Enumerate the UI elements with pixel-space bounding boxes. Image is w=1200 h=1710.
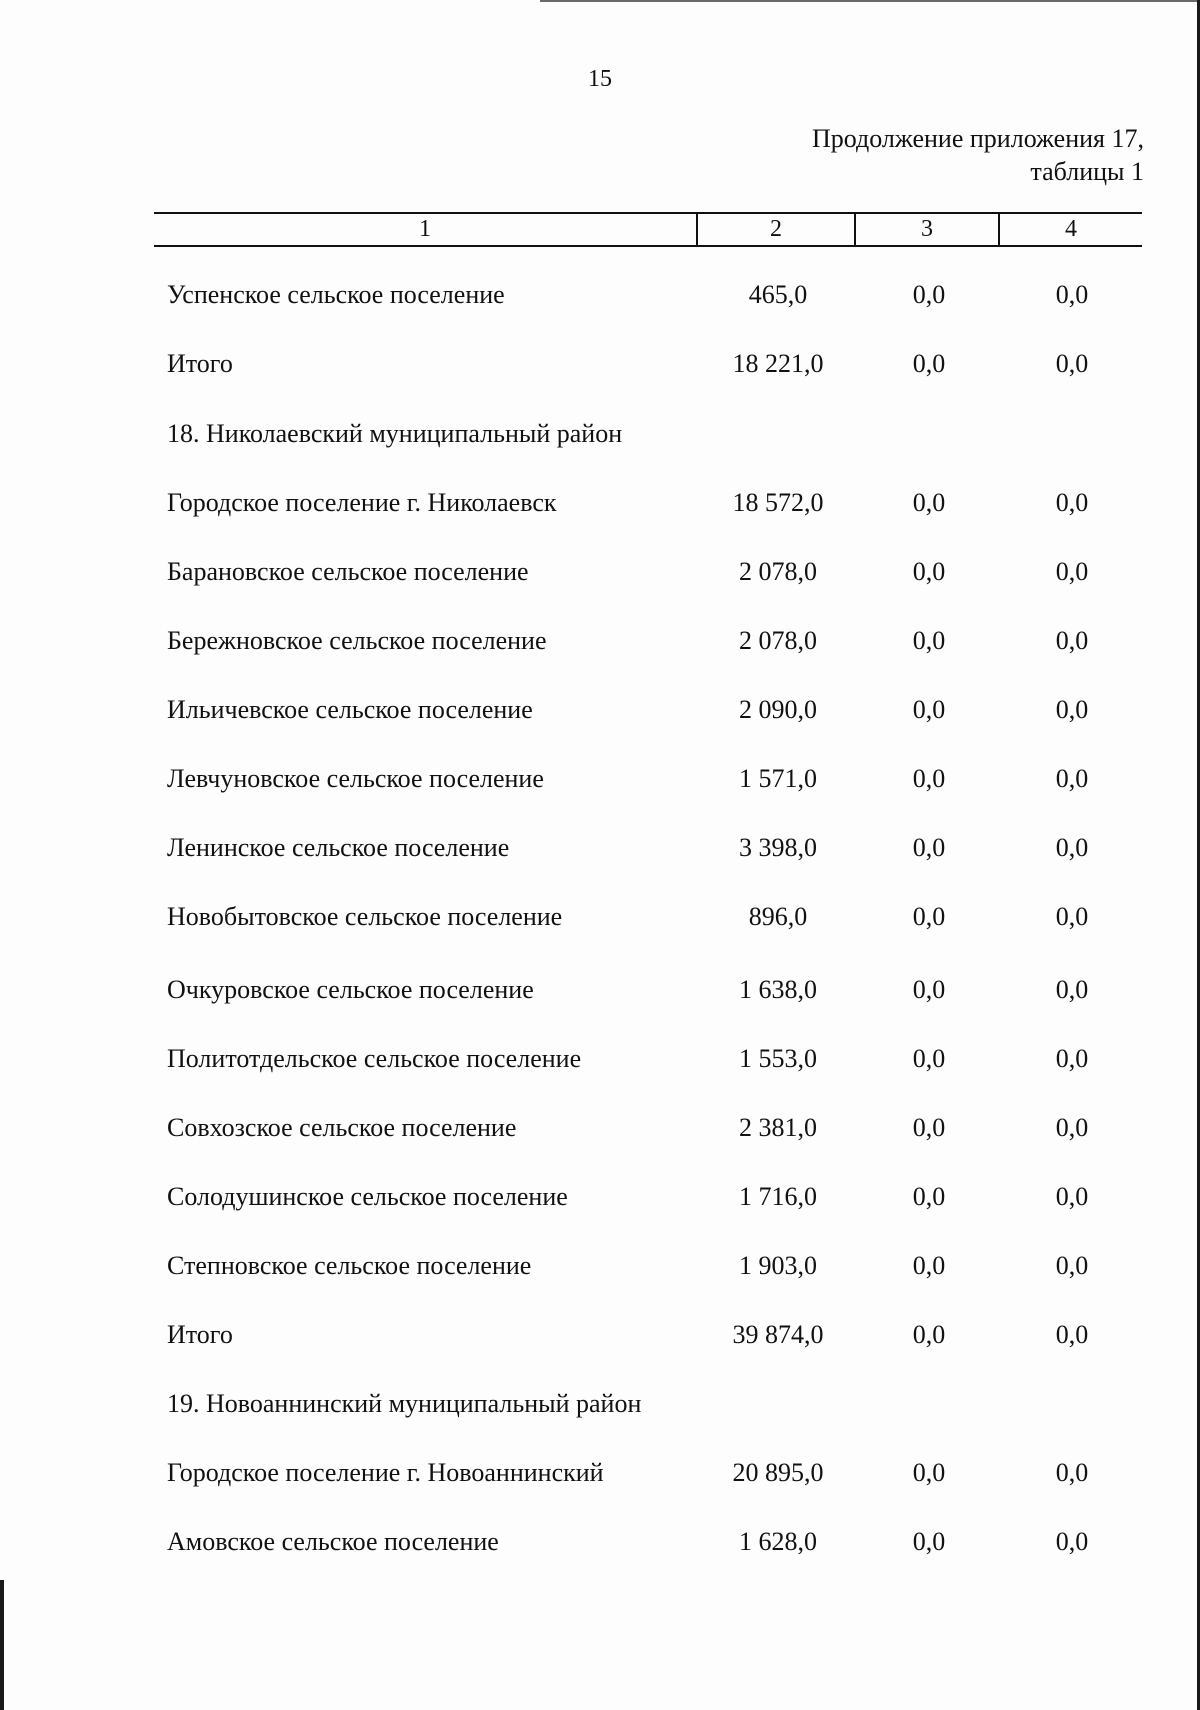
row-value-col-3: 0,0 — [912, 1527, 946, 1556]
table-row — [0, 761, 1200, 797]
table-row — [0, 1455, 1200, 1491]
row-value-col-4: 0,0 — [1055, 1320, 1089, 1349]
table-row — [0, 554, 1200, 590]
row-value-col-2: 3 398,0 — [739, 833, 817, 862]
row-value-col-3: 0,0 — [912, 1251, 946, 1280]
row-value-col-4: 0,0 — [1055, 833, 1089, 862]
row-value-col-3: 0,0 — [912, 902, 946, 931]
row-name: Городское поселение г. Новоаннинский — [167, 1458, 604, 1487]
table-row — [0, 1110, 1200, 1146]
section-heading: 19. Новоаннинский муниципальный район — [167, 1389, 642, 1418]
row-name: Барановское сельское поселение — [167, 557, 529, 586]
row-value-col-3: 0,0 — [912, 1182, 946, 1211]
row-value-col-2: 2 381,0 — [739, 1113, 817, 1142]
table-row — [0, 485, 1200, 521]
row-value-col-4: 0,0 — [1055, 1113, 1089, 1142]
table-row — [0, 692, 1200, 728]
row-value-col-4: 0,0 — [1055, 280, 1089, 309]
row-value-col-4: 0,0 — [1055, 626, 1089, 655]
row-name: Ильичевское сельское поселение — [167, 695, 533, 724]
row-value-col-4: 0,0 — [1055, 1458, 1089, 1487]
row-name: Успенское сельское поселение — [167, 280, 505, 309]
header-col-4: 4 — [1065, 216, 1077, 242]
appendix-note-line-1: Продолжение приложения 17, — [811, 124, 1144, 153]
appendix-continuation-note — [812, 122, 1144, 188]
table-row — [0, 1248, 1200, 1284]
row-value-col-2: 18 572,0 — [732, 488, 824, 517]
scan-edge-top — [540, 0, 1200, 2]
row-name: Левчуновское сельское поселение — [167, 764, 544, 793]
row-value-col-3: 0,0 — [912, 488, 946, 517]
row-value-col-3: 0,0 — [912, 1044, 946, 1073]
row-value-col-2: 1 638,0 — [739, 975, 817, 1004]
row-value-col-3: 0,0 — [912, 695, 946, 724]
section-heading-row — [0, 1386, 1200, 1422]
row-value-col-4: 0,0 — [1055, 1182, 1089, 1211]
row-name: Степновское сельское поселение — [167, 1251, 532, 1280]
row-name: Ленинское сельское поселение — [167, 833, 510, 862]
row-value-col-3: 0,0 — [912, 1113, 946, 1142]
row-value-col-3: 0,0 — [912, 1320, 946, 1349]
row-value-col-4: 0,0 — [1055, 1251, 1089, 1280]
table-row — [0, 899, 1200, 935]
row-value-col-2: 2 078,0 — [739, 557, 817, 586]
row-value-col-2: 20 895,0 — [732, 1458, 824, 1487]
row-value-col-2: 18 221,0 — [732, 349, 824, 378]
appendix-note-line-2: таблицы 1 — [1030, 157, 1144, 186]
row-value-col-4: 0,0 — [1055, 488, 1089, 517]
row-name: Итого — [167, 349, 233, 378]
section-heading-row — [0, 416, 1200, 452]
table-row — [0, 1524, 1200, 1560]
row-value-col-4: 0,0 — [1055, 902, 1089, 931]
row-name: Очкуровское сельское поселение — [167, 975, 534, 1004]
row-value-col-2: 896,0 — [748, 902, 808, 931]
row-value-col-2: 1 716,0 — [739, 1182, 817, 1211]
row-value-col-2: 1 903,0 — [739, 1251, 817, 1280]
row-name: Бережновское сельское поселение — [167, 626, 547, 655]
row-name: Городское поселение г. Николаевск — [167, 488, 557, 517]
table-row — [0, 1179, 1200, 1215]
row-value-col-4: 0,0 — [1055, 1527, 1089, 1556]
row-name: Солодушинское сельское поселение — [167, 1182, 568, 1211]
table-row — [0, 1041, 1200, 1077]
row-value-col-4: 0,0 — [1055, 764, 1089, 793]
row-value-col-2: 1 628,0 — [739, 1527, 817, 1556]
row-name: Амовское сельское поселение — [167, 1527, 499, 1556]
row-value-col-3: 0,0 — [912, 626, 946, 655]
row-value-col-3: 0,0 — [912, 1458, 946, 1487]
table-header — [154, 212, 1142, 247]
page-number: 15 — [588, 66, 612, 92]
header-col-1: 1 — [419, 216, 431, 242]
header-col-3: 3 — [921, 216, 933, 242]
row-value-col-4: 0,0 — [1055, 975, 1089, 1004]
table-row — [0, 277, 1200, 313]
row-value-col-2: 1 571,0 — [739, 764, 817, 793]
row-value-col-2: 2 078,0 — [739, 626, 817, 655]
row-value-col-4: 0,0 — [1055, 1044, 1089, 1073]
row-value-col-4: 0,0 — [1055, 695, 1089, 724]
section-heading: 18. Николаевский муниципальный район — [167, 419, 623, 448]
row-value-col-3: 0,0 — [912, 280, 946, 309]
row-value-col-2: 465,0 — [748, 280, 808, 309]
row-value-col-3: 0,0 — [912, 833, 946, 862]
table-row — [0, 830, 1200, 866]
header-col-2: 2 — [770, 216, 782, 242]
scan-edge-left — [0, 1580, 4, 1710]
table-row-total — [0, 1317, 1200, 1353]
row-value-col-2: 39 874,0 — [732, 1320, 824, 1349]
row-value-col-3: 0,0 — [912, 764, 946, 793]
row-name: Новобытовское сельское поселение — [167, 902, 563, 931]
row-value-col-2: 2 090,0 — [739, 695, 817, 724]
row-value-col-4: 0,0 — [1055, 349, 1089, 378]
row-value-col-3: 0,0 — [912, 557, 946, 586]
row-name: Совхозское сельское поселение — [167, 1113, 517, 1142]
row-value-col-3: 0,0 — [912, 975, 946, 1004]
row-name: Политотдельское сельское поселение — [167, 1044, 582, 1073]
table-row-total — [0, 346, 1200, 382]
row-value-col-2: 1 553,0 — [739, 1044, 817, 1073]
row-value-col-3: 0,0 — [912, 349, 946, 378]
table-row — [0, 972, 1200, 1008]
row-value-col-4: 0,0 — [1055, 557, 1089, 586]
table-row — [0, 623, 1200, 659]
row-name: Итого — [167, 1320, 233, 1349]
